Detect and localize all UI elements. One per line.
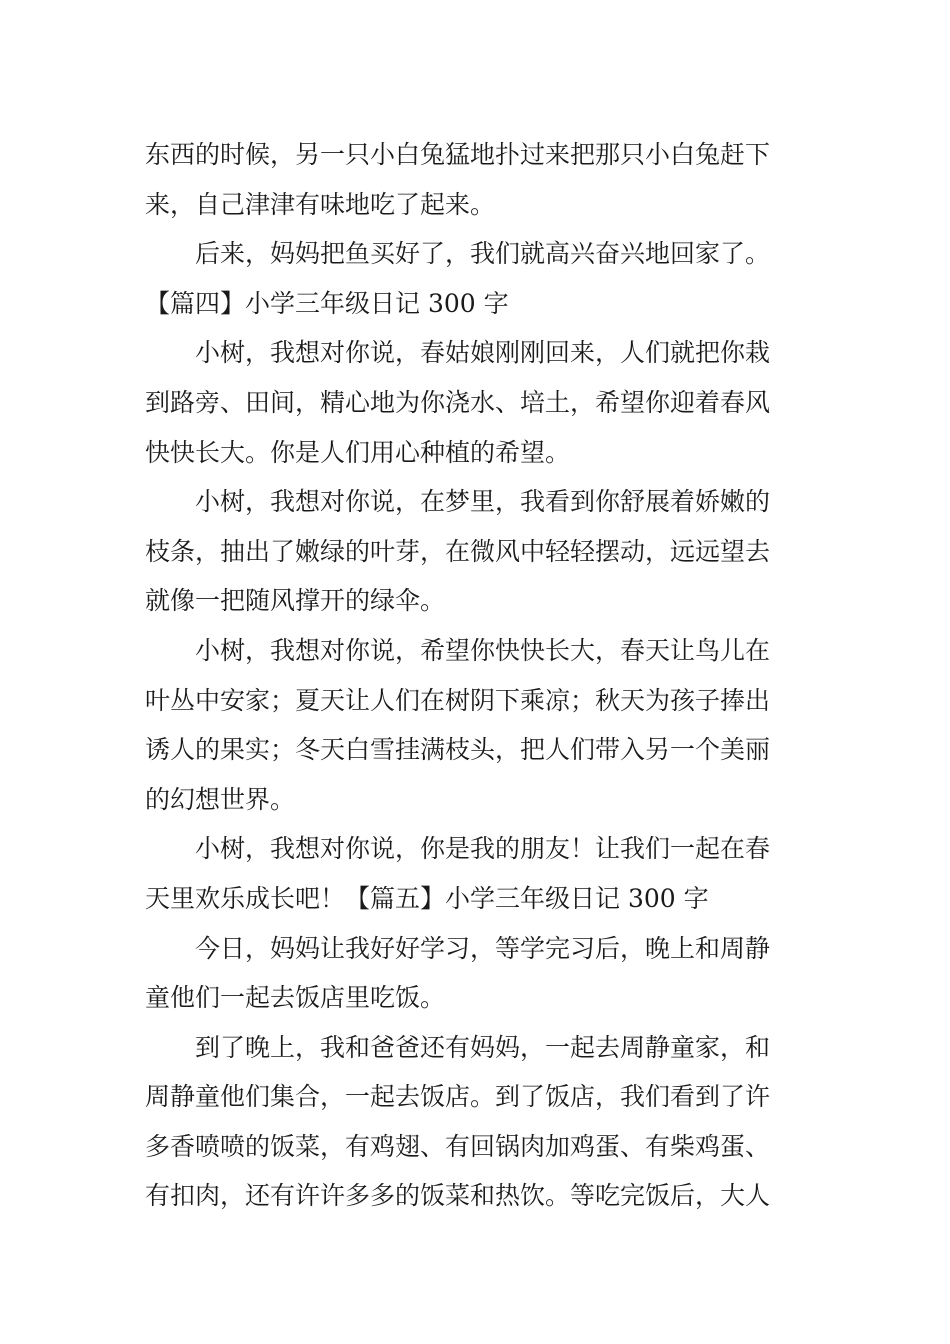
- section-heading: 【篇四】小学三年级日记 300 字: [145, 288, 509, 318]
- text-line: 叶丛中安家；夏天让人们在树阴下乘凉；秋天为孩子捧出: [145, 685, 771, 715]
- text-line: 来，自己津津有味地吃了起来。: [145, 189, 496, 219]
- text-line: 童他们一起去饭店里吃饭。: [145, 983, 446, 1013]
- text-line: 快快长大。你是人们用心种植的希望。: [145, 437, 571, 467]
- text-line: 今日，妈妈让我好好学习，等学完习后，晚上和周静: [145, 933, 771, 963]
- text-line: 小树，我想对你说，你是我的朋友！让我们一起在春: [145, 834, 771, 864]
- text-line: 小树，我想对你说，希望你快快长大，春天让鸟儿在: [145, 635, 771, 665]
- text-line: 小树，我想对你说，在梦里，我看到你舒展着娇嫩的: [145, 487, 771, 517]
- document-body: [145, 130, 810, 1221]
- text-line: 周静童他们集合，一起去饭店。到了饭店，我们看到了许: [145, 1082, 771, 1112]
- text-line: 后来，妈妈把鱼买好了，我们就高兴奋兴地回家了。: [145, 239, 771, 269]
- text-line: 到了晚上，我和爸爸还有妈妈，一起去周静童家，和: [145, 1032, 771, 1062]
- text-line: 诱人的果实；冬天白雪挂满枝头，把人们带入另一个美丽: [145, 735, 771, 765]
- text-line: 小树，我想对你说，春姑娘刚刚回来，人们就把你栽: [145, 338, 771, 368]
- text-line: 东西的时候，另一只小白兔猛地扑过来把那只小白兔赶下: [145, 140, 771, 169]
- text-line: 的幻想世界。: [145, 784, 296, 814]
- text-line: 多香喷喷的饭菜，有鸡翅、有回锅肉加鸡蛋、有柴鸡蛋、: [145, 1131, 771, 1161]
- text-line: 到路旁、田间，精心地为你浇水、培土，希望你迎着春风: [145, 387, 771, 417]
- text-line: 有扣肉，还有许许多多的饭菜和热饮。等吃完饭后，大人: [145, 1181, 771, 1211]
- text-line: 枝条，抽出了嫩绿的叶芽，在微风中轻轻摆动，远远望去: [145, 536, 771, 566]
- text-line: 天里欢乐成长吧！【篇五】小学三年级日记 300 字: [145, 883, 709, 913]
- text-line: 就像一把随风撑开的绿伞。: [145, 586, 446, 616]
